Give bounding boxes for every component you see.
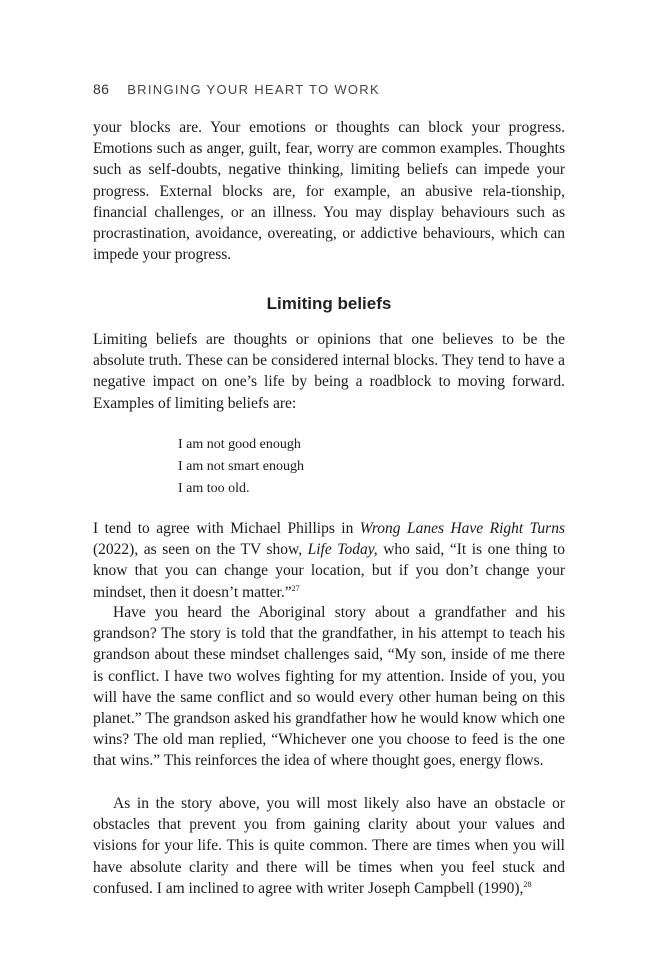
running-head — [93, 81, 573, 101]
body-paragraph-2: Limiting beliefs are thoughts or opinions that one believes to be the absolute truth. These can be considered internal blocks. They tend to have a negative impact on one’s life by being a roadblock to moving forward. Examples of limiting beliefs are: — [93, 331, 565, 412]
paragraph-text: (2022), as seen on the TV show, — [93, 541, 308, 559]
list-item: I am too old. — [178, 481, 250, 496]
paragraph-text: I tend to agree with Michael Phillips in — [93, 520, 360, 537]
body-paragraph-4: Have you heard the Aboriginal story about a grandfather and his grandson? The story is told that the grandfather, in his attempt to teach his grandson about these mindset challenges said, “My son, inside of me there is conflict. I have two wolves fighting for my attention. Inside of you, you will have the same conflict and so would every other human being on this planet.” The grandson asked his grandfather how he would know which one wins? The old man replied, “Whichever one you choose to feed is the one that wins.” This reinforces the idea of where thought goes, energy flows. — [93, 604, 565, 770]
list-item: I am not good enough — [178, 437, 301, 452]
running-title: BRINGING YOUR HEART TO WORK — [127, 82, 380, 97]
body-paragraph-5 — [93, 793, 565, 899]
list-item: I am not smart enough — [178, 459, 304, 474]
section-heading: Limiting beliefs — [266, 294, 392, 313]
show-title: Life Today, — [307, 541, 378, 559]
footnote-marker: 28 — [523, 879, 532, 889]
limiting-beliefs-list — [178, 434, 304, 500]
body-paragraph-1: your blocks are. Your emotions or thoughts can block your progress. Emotions such as anger, guilt, fear, worry are common examples. Thoughts such as self-doubts, negative thinking, limiting beliefs can impede your progress. External blocks are, for example, an abusive rela-tionship, financial challenges, or an illness. You may display behaviours such as procrastination, avoidance, overeating, or addictive behaviours, which can impede your progress. — [93, 119, 565, 264]
body-paragraph-3 — [93, 518, 565, 603]
book-title: Wrong Lanes Have Right Turns — [359, 520, 565, 537]
paragraph-text: As in the story above, you will most likely also have an obstacle or obstacles that prevent you from gaining clarity about your values and visions for your life. This is quite common. There are times when you will have absolute clarity and there will be times when you feel stuck and confused. I am inclined to agree with writer Joseph Campbell (1990), — [93, 795, 565, 897]
page-number: 86 — [93, 81, 110, 97]
paragraph-text: who said, “It is one thing to know that you can change your location, but if you don’t change your mindset, then it doesn’t matter.” — [93, 541, 565, 601]
footnote-marker: 27 — [291, 583, 300, 593]
